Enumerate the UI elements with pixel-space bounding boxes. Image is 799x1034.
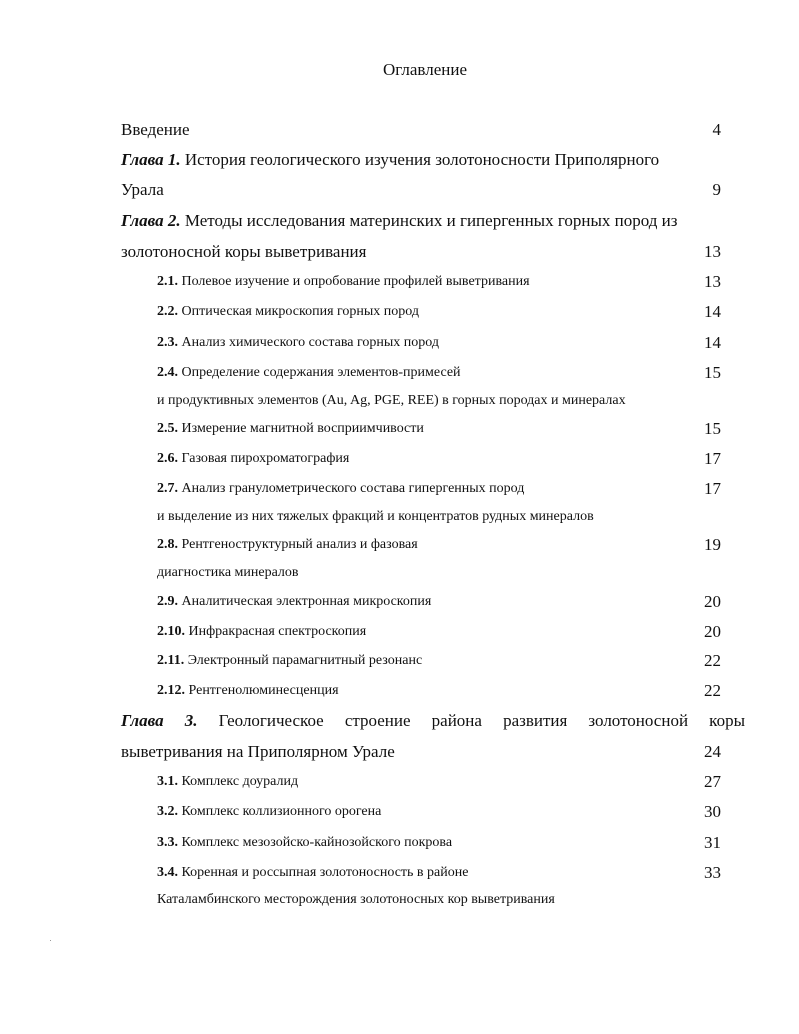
toc-entry-text xyxy=(157,478,524,500)
toc-entry xyxy=(0,448,799,470)
toc-entry-label: 2.6. xyxy=(157,451,178,466)
toc-entry-page: 20 xyxy=(704,592,721,611)
toc-entry-label: Глава 3. xyxy=(121,711,198,730)
toc-entry-label: 3.1. xyxy=(157,774,178,789)
toc-entry xyxy=(0,362,799,384)
toc-entry-title: Методы исследования материнских и гипергенных горных пород из xyxy=(180,211,678,230)
toc-entry-text xyxy=(121,149,659,171)
toc-entry xyxy=(0,862,799,884)
toc-entry-title: Полевое изучение и опробование профилей выветривания xyxy=(178,274,530,289)
toc-entry-label: Глава 2. xyxy=(121,211,181,230)
toc-entry-title: Введение xyxy=(121,120,190,139)
toc-entry-page: 27 xyxy=(704,772,721,791)
toc-entry-title: Урала xyxy=(121,180,164,199)
toc-entry-text xyxy=(157,271,530,293)
toc-entry-title: Анализ гранулометрического состава гипергенных пород xyxy=(178,481,525,496)
toc-entry xyxy=(0,478,799,500)
toc-entry-text xyxy=(157,650,422,672)
toc-entry-page: 33 xyxy=(704,863,721,882)
toc-entry-title: Измерение магнитной восприимчивости xyxy=(178,421,424,436)
toc-entry-text xyxy=(157,621,366,643)
toc-entry-label: 2.9. xyxy=(157,594,178,609)
toc-entry-page: 19 xyxy=(704,535,721,554)
toc-entry-text xyxy=(157,332,439,354)
toc-entry-page: 22 xyxy=(704,681,721,700)
toc-entry xyxy=(0,149,799,171)
toc-entry-label: 2.8. xyxy=(157,537,178,552)
toc-entry-title: и выделение из них тяжелых фракций и концентратов рудных минералов xyxy=(157,509,594,524)
toc-entry-title: Инфракрасная спектроскопия xyxy=(185,624,367,639)
toc-entry-title: золотоносной коры выветривания xyxy=(121,242,367,261)
toc-entry-title: Каталамбинского месторождения золотоносных кор выветривания xyxy=(157,892,555,907)
toc-entry-title: Аналитическая электронная микроскопия xyxy=(178,594,432,609)
toc-entry-title: Геологическое строение района развития золотоносной коры xyxy=(197,711,745,730)
toc-entry-title: Комплекс доуралид xyxy=(178,774,299,789)
toc-entry xyxy=(0,119,799,141)
toc-entry-page: 20 xyxy=(704,622,721,641)
toc-entry-text xyxy=(157,832,452,854)
toc-entry xyxy=(0,741,799,763)
toc-entry xyxy=(0,771,799,793)
toc-entry-text xyxy=(157,801,381,823)
toc-entry-page: 4 xyxy=(712,120,721,139)
toc-entry-title: Электронный парамагнитный резонанс xyxy=(184,653,423,668)
toc-entry-label: 2.12. xyxy=(157,683,185,698)
toc-entry-text xyxy=(121,210,678,232)
toc-entry xyxy=(0,889,799,911)
toc-entry-text xyxy=(121,119,190,141)
toc-entry-page: 13 xyxy=(704,272,721,291)
toc-entry-text xyxy=(157,591,431,613)
toc-entry-text xyxy=(121,710,745,732)
toc-entry-title: Коренная и россыпная золотоносность в районе xyxy=(178,865,469,880)
toc-entry xyxy=(0,506,799,528)
toc-entry-page: 15 xyxy=(704,363,721,382)
toc-entry xyxy=(0,621,799,643)
toc-entry-page: 17 xyxy=(704,479,721,498)
toc-entry xyxy=(0,418,799,440)
toc-entry-title: выветривания на Приполярном Урале xyxy=(121,742,395,761)
toc-entry xyxy=(0,680,799,702)
toc-entry-page: 14 xyxy=(704,302,721,321)
toc-entry-label: 2.10. xyxy=(157,624,185,639)
toc-entry-text xyxy=(157,448,349,470)
toc-entry-page: 14 xyxy=(704,333,721,352)
toc-entry-text xyxy=(121,179,164,201)
toc-entry-label: 2.4. xyxy=(157,365,178,380)
toc-entry-text xyxy=(157,534,418,556)
toc-entry-page: 9 xyxy=(712,180,721,199)
toc-entry xyxy=(0,179,799,201)
toc-entry-text xyxy=(157,680,339,702)
toc-entry-text xyxy=(157,862,468,884)
toc-entry-title: Определение содержания элементов-примесей xyxy=(178,365,461,380)
toc-entry-page: 24 xyxy=(704,742,721,761)
toc-entry-page: 13 xyxy=(704,242,721,261)
toc-entry-label: 2.11. xyxy=(157,653,185,668)
toc-entry xyxy=(0,332,799,354)
toc-title: Оглавление xyxy=(383,60,467,79)
toc-entry-label: 3.3. xyxy=(157,835,178,850)
toc-entry xyxy=(0,271,799,293)
toc-entry-label: 3.4. xyxy=(157,865,178,880)
toc-entry-title: Рентгеноструктурный анализ и фазовая xyxy=(178,537,418,552)
toc-entry-title: Комплекс коллизионного орогена xyxy=(178,804,382,819)
toc-entry-title: Анализ химического состава горных пород xyxy=(178,335,440,350)
toc-entry xyxy=(0,301,799,323)
toc-entry-title: Оптическая микроскопия горных пород xyxy=(178,304,420,319)
toc-entry xyxy=(0,534,799,556)
toc-entry-title: Рентгенолюминесценция xyxy=(185,683,339,698)
toc-entry-text xyxy=(157,889,555,911)
toc-entry-label: 2.2. xyxy=(157,304,178,319)
toc-entry-title: и продуктивных элементов (Au, Ag, PGE, REE) в горных породах и минералах xyxy=(157,393,626,408)
toc-entry xyxy=(0,562,799,584)
toc-entry xyxy=(0,710,799,732)
toc-entry-text xyxy=(157,362,461,384)
toc-entry-title: Газовая пирохроматография xyxy=(178,451,350,466)
toc-entry-label: 3.2. xyxy=(157,804,178,819)
toc-entry-title: диагностика минералов xyxy=(157,565,299,580)
toc-entry-text xyxy=(121,741,395,763)
toc-entry-label: 2.7. xyxy=(157,481,178,496)
toc-entry-text xyxy=(157,562,299,584)
toc-entry xyxy=(0,390,799,412)
toc-entry-page: 15 xyxy=(704,419,721,438)
toc-entry-label: 2.3. xyxy=(157,335,178,350)
toc-entry-page: 31 xyxy=(704,833,721,852)
toc-entry-page: 22 xyxy=(704,651,721,670)
toc-entry-text xyxy=(121,241,366,263)
toc-entry xyxy=(0,241,799,263)
toc-entry xyxy=(0,801,799,823)
toc-entry-label: 2.5. xyxy=(157,421,178,436)
toc-entry-page: 30 xyxy=(704,802,721,821)
toc-entry-page: 17 xyxy=(704,449,721,468)
toc-entry-text xyxy=(157,301,419,323)
toc-entry-title: История геологического изучения золотоносности Приполярного xyxy=(180,150,660,169)
toc-entry-text xyxy=(157,390,626,412)
toc-entry-text xyxy=(157,506,594,528)
scan-speck xyxy=(50,940,51,941)
toc-entry xyxy=(0,210,799,232)
toc-entry-text xyxy=(157,771,298,793)
toc-entry-label: 2.1. xyxy=(157,274,178,289)
toc-entry-title: Комплекс мезозойско-кайнозойского покрова xyxy=(178,835,453,850)
toc-entry xyxy=(0,591,799,613)
toc-entry xyxy=(0,832,799,854)
toc-entry xyxy=(0,650,799,672)
toc-entry-label: Глава 1. xyxy=(121,150,181,169)
toc-entry-text xyxy=(157,418,424,440)
